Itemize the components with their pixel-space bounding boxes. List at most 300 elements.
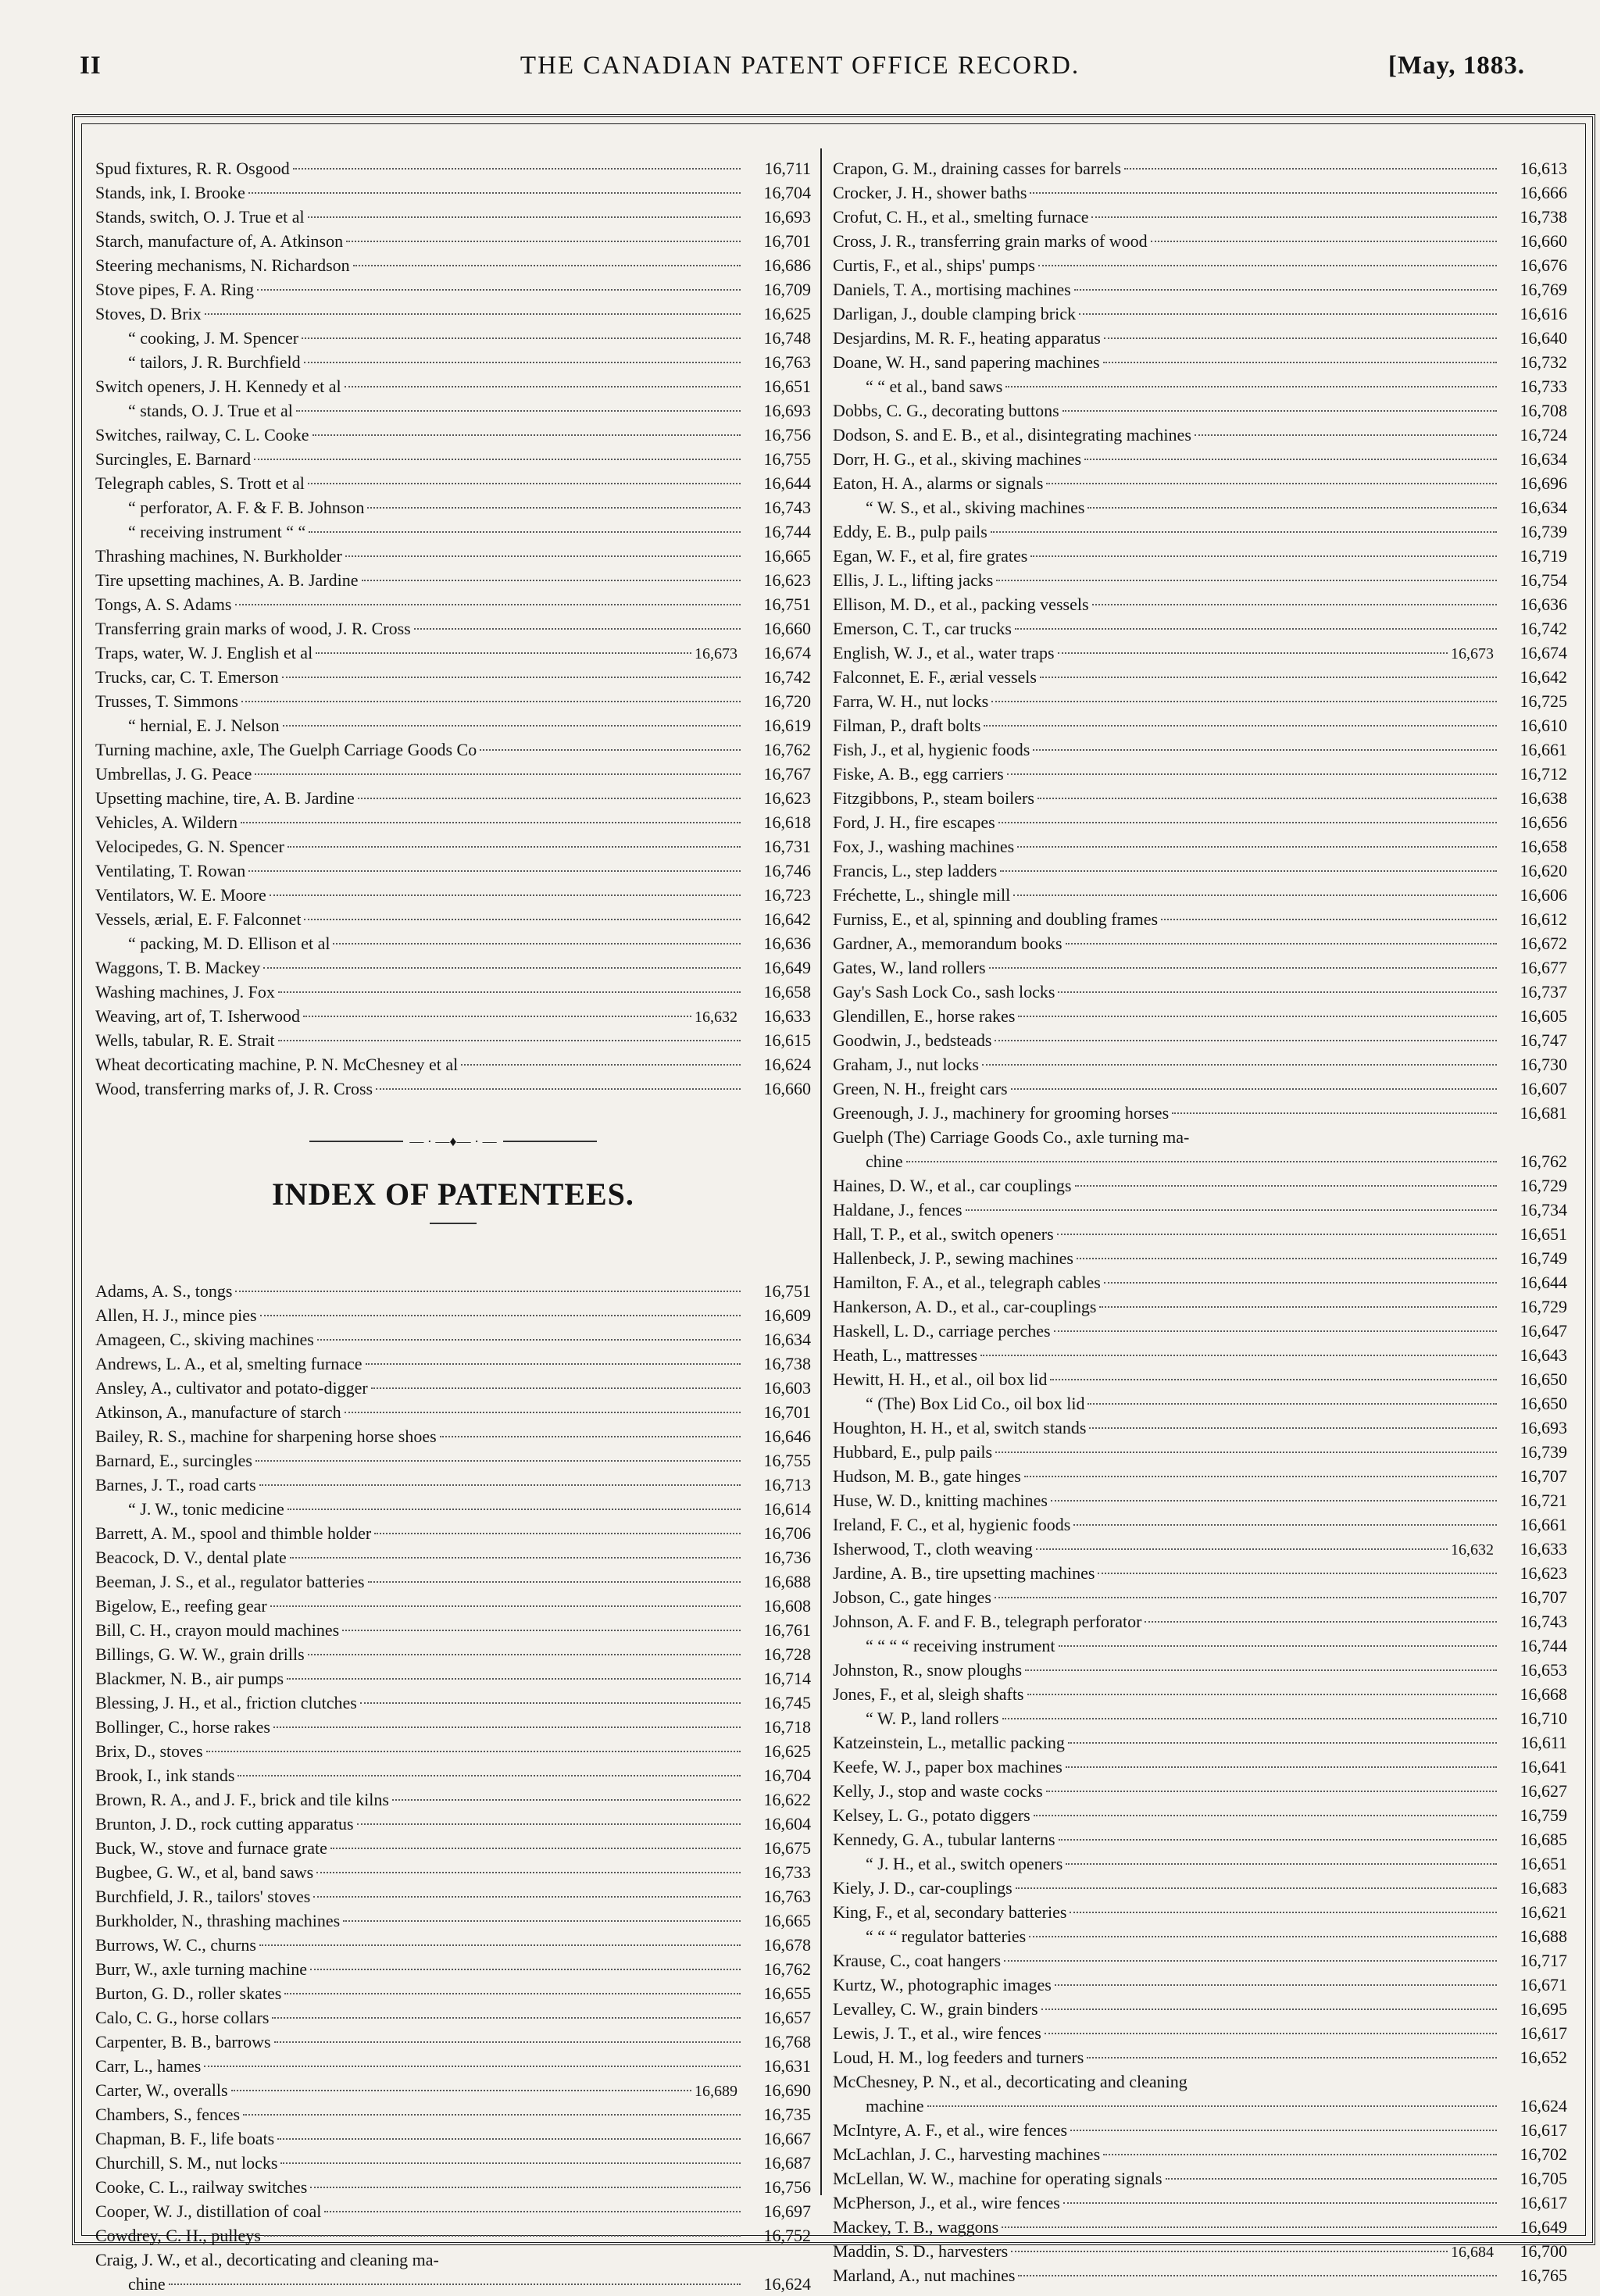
index-entry — [95, 398, 811, 423]
entry-name: Beacock, D. V., dental plate — [95, 1548, 287, 1567]
leader-dots — [1195, 434, 1497, 436]
patent-number: 16,761 — [763, 1620, 811, 1640]
leader-dots — [1029, 1936, 1497, 1937]
index-entry — [95, 302, 811, 326]
patent-number: 16,651 — [763, 377, 811, 396]
entry-name: Cowdrey, C. H., pulleys — [95, 2226, 261, 2245]
leader-dots — [1075, 1185, 1498, 1187]
entry-name: Jardine, A. B., tire upsetting machines — [833, 1563, 1095, 1583]
leader-dots — [333, 943, 741, 944]
leader-dots — [1099, 1306, 1497, 1308]
entry-name: Transferring grain marks of wood, J. R. Cross — [95, 619, 411, 638]
entry-name: “ stands, O. J. True et al — [128, 401, 293, 420]
patent-number: 16,762 — [763, 740, 811, 759]
index-entry — [833, 1730, 1567, 1755]
patent-number: 16,688 — [763, 1572, 811, 1591]
entry-name: Guelph (The) Carriage Goods Co., axle turning ma- — [833, 1127, 1190, 1147]
index-entry — [833, 1948, 1567, 1973]
entry-name: Farra, W. H., nut locks — [833, 691, 989, 711]
index-entry — [95, 1352, 811, 1376]
index-entry — [95, 616, 811, 641]
entry-name: Isherwood, T., cloth weaving — [833, 1539, 1033, 1559]
leader-dots — [1066, 1766, 1497, 1768]
entry-name: Levalley, C. W., grain binders — [833, 1999, 1038, 2019]
patent-number: 16,655 — [763, 1984, 811, 2003]
patent-number: 16,641 — [1520, 1757, 1567, 1776]
index-entry — [833, 350, 1567, 374]
patent-number: 16,718 — [763, 1717, 811, 1737]
entry-name: Wood, transferring marks of, J. R. Cross — [95, 1079, 373, 1098]
entry-name: Cooke, C. L., railway switches — [95, 2177, 308, 2197]
index-entry — [833, 1270, 1567, 1294]
entry-name: “ perforator, A. F. & F. B. Johnson — [128, 498, 365, 517]
leader-dots — [368, 1581, 741, 1583]
index-entry — [95, 834, 811, 859]
entry-name: Stoves, D. Brix — [95, 304, 202, 323]
leader-dots — [1018, 2275, 1497, 2276]
patent-number: 16,676 — [1520, 255, 1567, 275]
leader-dots — [984, 725, 1497, 727]
leader-dots — [278, 1040, 741, 1041]
leader-dots — [1070, 1912, 1497, 1913]
entry-extra-number: 16,632 — [1451, 1541, 1494, 1559]
leader-dots — [272, 2017, 741, 2019]
index-entry — [95, 689, 811, 713]
index-entry — [833, 180, 1567, 205]
index-entry — [833, 883, 1567, 907]
entry-name: Curtis, F., et al., ships' pumps — [833, 255, 1035, 275]
entry-name: Haskell, L. D., carriage perches — [833, 1321, 1051, 1341]
patent-number: 16,696 — [1520, 473, 1567, 493]
index-entry — [833, 2166, 1567, 2191]
index-entry — [833, 1004, 1567, 1028]
leader-dots — [991, 701, 1497, 702]
entry-name: “ J. H., et al., switch openers — [866, 1854, 1063, 1873]
entry-name: Umbrellas, J. G. Peace — [95, 764, 252, 784]
entry-name: Trucks, car, C. T. Emerson — [95, 667, 279, 687]
leader-dots — [376, 1088, 741, 1090]
leader-dots — [366, 1363, 741, 1365]
entry-name: “ tailors, J. R. Burchfield — [128, 352, 301, 372]
entry-name: “ receiving instrument “ “ — [128, 522, 306, 541]
leader-dots — [290, 1557, 741, 1559]
patent-number: 16,650 — [1520, 1394, 1567, 1413]
index-entry — [833, 1609, 1567, 1634]
leader-dots — [206, 1751, 741, 1752]
index-entry — [95, 931, 811, 955]
entry-name: “ packing, M. D. Ellison et al — [128, 934, 330, 953]
index-entry — [95, 1981, 811, 2005]
page-frame — [72, 114, 1595, 2294]
index-entry — [95, 810, 811, 834]
patent-number: 16,627 — [1520, 1781, 1567, 1801]
index-entry — [95, 1545, 811, 1569]
patent-number: 16,636 — [763, 934, 811, 953]
patent-number: 16,683 — [1520, 1878, 1567, 1898]
patent-number: 16,714 — [763, 1669, 811, 1688]
index-entry — [95, 592, 811, 616]
index-entry — [95, 1052, 811, 1077]
patent-number: 16,674 — [763, 643, 811, 662]
patent-number: 16,746 — [763, 861, 811, 880]
leader-dots — [1073, 1524, 1497, 1526]
index-entry — [833, 423, 1567, 447]
index-entry — [95, 1521, 811, 1545]
patent-number: 16,745 — [763, 1693, 811, 1712]
leader-dots — [1005, 386, 1497, 387]
patent-number: 16,751 — [763, 1281, 811, 1301]
entry-name: Stands, switch, O. J. True et al — [95, 207, 305, 227]
index-entry — [833, 2263, 1567, 2287]
patent-number: 16,688 — [1520, 1926, 1567, 1946]
index-entry — [95, 2005, 811, 2030]
entry-name: Kelly, J., stop and waste cocks — [833, 1781, 1043, 1801]
entry-name: Jobson, C., gate hinges — [833, 1587, 991, 1607]
entry-name: Bollinger, C., horse rakes — [95, 1717, 270, 1737]
index-entry — [95, 1763, 811, 1787]
entry-name: Carpenter, B. B., barrows — [95, 2032, 271, 2051]
entry-name: Eaton, H. A., alarms or signals — [833, 473, 1044, 493]
patent-number: 16,660 — [1520, 231, 1567, 251]
entry-name: Blackmer, N. B., air pumps — [95, 1669, 284, 1688]
leader-dots — [392, 1799, 741, 1801]
index-entry — [95, 447, 811, 471]
leader-dots — [1004, 1960, 1497, 1962]
entry-name: chine — [866, 1152, 903, 1171]
leader-dots — [264, 2235, 741, 2237]
patent-number: 16,763 — [763, 352, 811, 372]
index-entry — [833, 2045, 1567, 2069]
leader-dots — [1104, 337, 1497, 339]
entry-name: Trusses, T. Simmons — [95, 691, 238, 711]
entry-name: Falconnet, E. F., ærial vessels — [833, 667, 1037, 687]
entry-name: Ireland, F. C., et al, hygienic foods — [833, 1515, 1071, 1534]
leader-dots — [360, 1702, 741, 1704]
patent-number: 16,605 — [1520, 1006, 1567, 1026]
patent-number: 16,728 — [763, 1644, 811, 1664]
index-entry — [833, 762, 1567, 786]
entry-name: Surcingles, E. Barnard — [95, 449, 252, 469]
patent-number: 16,762 — [763, 1959, 811, 1979]
patent-number: 16,619 — [763, 716, 811, 735]
index-entry — [95, 737, 811, 762]
entry-name: Stove pipes, F. A. Ring — [95, 280, 254, 299]
leader-dots — [1074, 289, 1497, 291]
entry-name: Switch openers, J. H. Kennedy et al — [95, 377, 341, 396]
index-entry — [95, 980, 811, 1004]
index-entry — [95, 907, 811, 931]
leader-dots — [995, 1040, 1497, 1041]
leader-dots — [1030, 192, 1497, 194]
leader-dots — [374, 1533, 741, 1534]
index-entry — [833, 1803, 1567, 1827]
patent-number: 16,651 — [1520, 1224, 1567, 1244]
index-entry — [95, 1327, 811, 1352]
entry-name: Switches, railway, C. L. Cooke — [95, 425, 309, 445]
patent-number: 16,606 — [1520, 885, 1567, 905]
patent-number: 16,638 — [1520, 788, 1567, 808]
entry-name: Bill, C. H., crayon mould machines — [95, 1620, 340, 1640]
leader-dots — [1055, 1984, 1497, 1986]
patent-number: 16,749 — [1520, 1248, 1567, 1268]
patent-number: 16,734 — [1520, 1200, 1567, 1219]
entry-name: Washing machines, J. Fox — [95, 982, 275, 1002]
leader-dots — [1088, 507, 1497, 509]
index-entry — [833, 616, 1567, 641]
entry-name: Churchill, S. M., nut locks — [95, 2153, 278, 2173]
index-entry — [95, 1884, 811, 1909]
patent-number: 16,616 — [1520, 304, 1567, 323]
patent-number: 16,686 — [763, 255, 811, 275]
index-entry — [95, 374, 811, 398]
leader-dots — [1030, 555, 1497, 557]
patent-number: 16,624 — [1520, 2096, 1567, 2116]
patent-number: 16,710 — [1520, 1709, 1567, 1728]
index-entry — [95, 955, 811, 980]
entry-name: Greenough, J. J., machinery for grooming horses — [833, 1103, 1170, 1123]
index-entry — [833, 1827, 1567, 1851]
entry-name: Tire upsetting machines, A. B. Jardine — [95, 570, 359, 590]
leader-dots — [371, 1387, 741, 1389]
patent-number: 16,702 — [1520, 2144, 1567, 2164]
entry-name: Crocker, J. H., shower baths — [833, 183, 1027, 202]
left-column — [95, 156, 811, 2296]
leader-dots — [1013, 894, 1497, 896]
patent-number: 16,721 — [1520, 1491, 1567, 1510]
index-entry — [95, 156, 811, 180]
leader-dots — [1124, 168, 1497, 170]
index-entry — [833, 1755, 1567, 1779]
entry-name: Burr, W., axle turning machine — [95, 1959, 308, 1979]
patent-number: 16,731 — [763, 837, 811, 856]
entry-name: Ventilating, T. Rowan — [95, 861, 246, 880]
leader-dots — [324, 2211, 741, 2212]
leader-dots — [310, 2187, 741, 2188]
leader-dots — [1063, 2202, 1497, 2204]
entry-name: Brook, I., ink stands — [95, 1766, 235, 1785]
index-entry — [833, 980, 1567, 1004]
leader-dots — [304, 362, 741, 363]
leader-dots — [1046, 1791, 1497, 1792]
patent-number: 16,674 — [1520, 643, 1567, 662]
patent-number: 16,754 — [1520, 570, 1567, 590]
entry-name: Loud, H. M., log feeders and turners — [833, 2048, 1084, 2067]
entry-name: Fox, J., washing machines — [833, 837, 1015, 856]
patent-number: 16,625 — [763, 304, 811, 323]
patent-number: 16,723 — [763, 885, 811, 905]
index-entry — [95, 2078, 811, 2102]
leader-dots — [330, 1848, 741, 1849]
leader-dots — [1038, 265, 1497, 266]
index-entry — [833, 2118, 1567, 2142]
patent-number: 16,657 — [763, 2008, 811, 2027]
entry-name: Dodson, S. and E. B., et al., disintegrating machines — [833, 425, 1191, 445]
index-entry — [833, 471, 1567, 495]
entry-name: Doane, W. H., sand papering machines — [833, 352, 1100, 372]
entry-name: Hamilton, F. A., et al., telegraph cables — [833, 1273, 1101, 1292]
entry-name: Amageen, C., skiving machines — [95, 1330, 314, 1349]
index-entry — [95, 1812, 811, 1836]
leader-dots — [440, 1436, 741, 1437]
entry-name: Bailey, R. S., machine for sharpening horse shoes — [95, 1427, 437, 1446]
entry-name: Eddy, E. B., pulp pails — [833, 522, 988, 541]
index-entry — [833, 2239, 1567, 2263]
entry-name: Spud fixtures, R. R. Osgood — [95, 159, 290, 178]
entry-name: Calo, C. G., horse collars — [95, 2008, 270, 2027]
entry-name: Traps, water, W. J. English et al — [95, 643, 313, 662]
entry-name: Telegraph cables, S. Trott et al — [95, 473, 305, 493]
patent-number: 16,649 — [763, 958, 811, 977]
entry-name: Hallenbeck, J. P., sewing machines — [833, 1248, 1073, 1268]
leader-dots — [358, 798, 741, 799]
patent-number: 16,742 — [1520, 619, 1567, 638]
entry-name: “ “ “ “ receiving instrument — [866, 1636, 1055, 1655]
patent-number: 16,667 — [763, 2129, 811, 2148]
patent-number: 16,762 — [1520, 1152, 1567, 1171]
patent-number: 16,720 — [763, 691, 811, 711]
leader-dots — [1051, 1500, 1497, 1502]
entry-name: Brown, R. A., and J. F., brick and tile kilns — [95, 1790, 389, 1809]
index-entry — [833, 1416, 1567, 1440]
leader-dots — [1011, 2251, 1448, 2252]
index-entry — [95, 1279, 811, 1303]
index-entry — [95, 423, 811, 447]
patent-number: 16,660 — [763, 619, 811, 638]
entry-name: Allen, H. J., mince pies — [95, 1305, 257, 1325]
patent-number: 16,652 — [1520, 2048, 1567, 2067]
entry-name: Kelsey, L. G., potato diggers — [833, 1805, 1030, 1825]
patent-number: 16,650 — [1520, 1369, 1567, 1389]
entry-name: Crapon, G. M., draining casses for barrels — [833, 159, 1122, 178]
entry-name: Brix, D., stoves — [95, 1741, 203, 1761]
index-entry — [833, 1125, 1567, 1149]
leader-dots — [1066, 943, 1497, 944]
index-entry — [95, 1957, 811, 1981]
patent-number: 16,729 — [1520, 1176, 1567, 1195]
index-entry — [95, 495, 811, 520]
patent-number: 16,633 — [763, 1006, 811, 1026]
leader-dots — [1033, 749, 1497, 751]
leader-dots — [235, 604, 741, 605]
leader-dots — [1058, 991, 1497, 993]
patent-number: 16,658 — [1520, 837, 1567, 856]
entry-name: “ W. S., et al., skiving machines — [866, 498, 1085, 517]
leader-dots — [1089, 1427, 1497, 1429]
leader-dots — [1015, 628, 1497, 630]
leader-dots — [1036, 1548, 1448, 1550]
index-entry — [833, 495, 1567, 520]
leader-dots — [1145, 1621, 1497, 1623]
patent-number: 16,687 — [763, 2153, 811, 2173]
entry-name: “ J. W., tonic medicine — [128, 1499, 284, 1519]
entry-name: Kennedy, G. A., tubular lanterns — [833, 1830, 1055, 1849]
patent-number: 16,704 — [763, 183, 811, 202]
entry-name: Gay's Sash Lock Co., sash locks — [833, 982, 1055, 1002]
patent-number: 16,644 — [1520, 1273, 1567, 1292]
leader-dots — [1070, 2130, 1497, 2131]
entry-name: Adams, A. S., tongs — [95, 1281, 233, 1301]
index-entry — [833, 1173, 1567, 1198]
leader-dots — [316, 652, 691, 654]
index-entry — [833, 1077, 1567, 1101]
entry-name: Maddin, S. D., harvesters — [833, 2241, 1009, 2261]
leader-dots — [1087, 2057, 1497, 2059]
entry-name: Hubbard, E., pulp pails — [833, 1442, 993, 1462]
index-entry — [95, 859, 811, 883]
entry-name: Daniels, T. A., mortising machines — [833, 280, 1071, 299]
entry-name: Johnson, A. F. and F. B., telegraph perforator — [833, 1612, 1142, 1631]
entry-name: Dorr, H. G., et al., skiving machines — [833, 449, 1082, 469]
leader-dots — [1092, 604, 1497, 605]
patent-number: 16,737 — [1520, 982, 1567, 1002]
patent-number: 16,643 — [1520, 1345, 1567, 1365]
entry-name: Steering mechanisms, N. Richardson — [95, 255, 350, 275]
entry-name: Green, N. H., freight cars — [833, 1079, 1008, 1098]
leader-dots — [1011, 1088, 1497, 1090]
index-entry — [833, 834, 1567, 859]
index-entry — [95, 2151, 811, 2175]
patent-number: 16,618 — [763, 812, 811, 832]
index-entry — [95, 1028, 811, 1052]
patent-number: 16,755 — [763, 449, 811, 469]
index-entry — [95, 1933, 811, 1957]
entry-name: Cross, J. R., transferring grain marks of wood — [833, 231, 1148, 251]
index-entry — [95, 1004, 811, 1028]
entry-name: Burkholder, N., thrashing machines — [95, 1911, 341, 1930]
leader-dots — [313, 1896, 741, 1898]
leader-dots — [1038, 798, 1497, 799]
patent-number: 16,611 — [1520, 1733, 1567, 1752]
index-entry — [833, 1585, 1567, 1609]
entry-name: Barrett, A. M., spool and thimble holder — [95, 1523, 372, 1543]
patent-number: 16,765 — [1520, 2266, 1567, 2285]
entry-name: Francis, L., step ladders — [833, 861, 998, 880]
patent-number: 16,738 — [763, 1354, 811, 1373]
entry-name: Katzeinstein, L., metallic packing — [833, 1733, 1065, 1752]
index-entry — [833, 326, 1567, 350]
index-entry — [95, 229, 811, 253]
leader-dots — [1088, 1403, 1497, 1405]
index-entry — [95, 2272, 811, 2296]
index-entry — [833, 2142, 1567, 2166]
index-entry — [833, 544, 1567, 568]
index-entry — [833, 253, 1567, 277]
leader-dots — [1161, 919, 1497, 920]
leader-dots — [1172, 1112, 1497, 1114]
entry-name: Crofut, C. H., et al., smelting furnace — [833, 207, 1089, 227]
index-entry — [833, 1900, 1567, 1924]
patent-number: 16,661 — [1520, 1515, 1567, 1534]
patent-number: 16,653 — [1520, 1660, 1567, 1680]
separator-line — [309, 1141, 403, 1142]
patent-number: 16,717 — [1520, 1951, 1567, 1970]
leader-dots — [1057, 1234, 1497, 1235]
leader-dots — [255, 1460, 741, 1462]
index-entry — [95, 1473, 811, 1497]
entry-name: Hall, T. P., et al., switch openers — [833, 1224, 1054, 1244]
index-entry — [95, 2054, 811, 2078]
leader-dots — [1091, 216, 1497, 218]
leader-dots — [235, 1291, 741, 1292]
index-entry — [833, 2021, 1567, 2045]
index-entry — [833, 2191, 1567, 2215]
patent-number: 16,647 — [1520, 1321, 1567, 1341]
index-entry — [95, 1569, 811, 1594]
entry-name: Ventilators, W. E. Moore — [95, 885, 266, 905]
patent-number: 16,739 — [1520, 1442, 1567, 1462]
index-entry — [833, 2069, 1567, 2094]
entry-name: Billings, G. W. W., grain drills — [95, 1644, 305, 1664]
